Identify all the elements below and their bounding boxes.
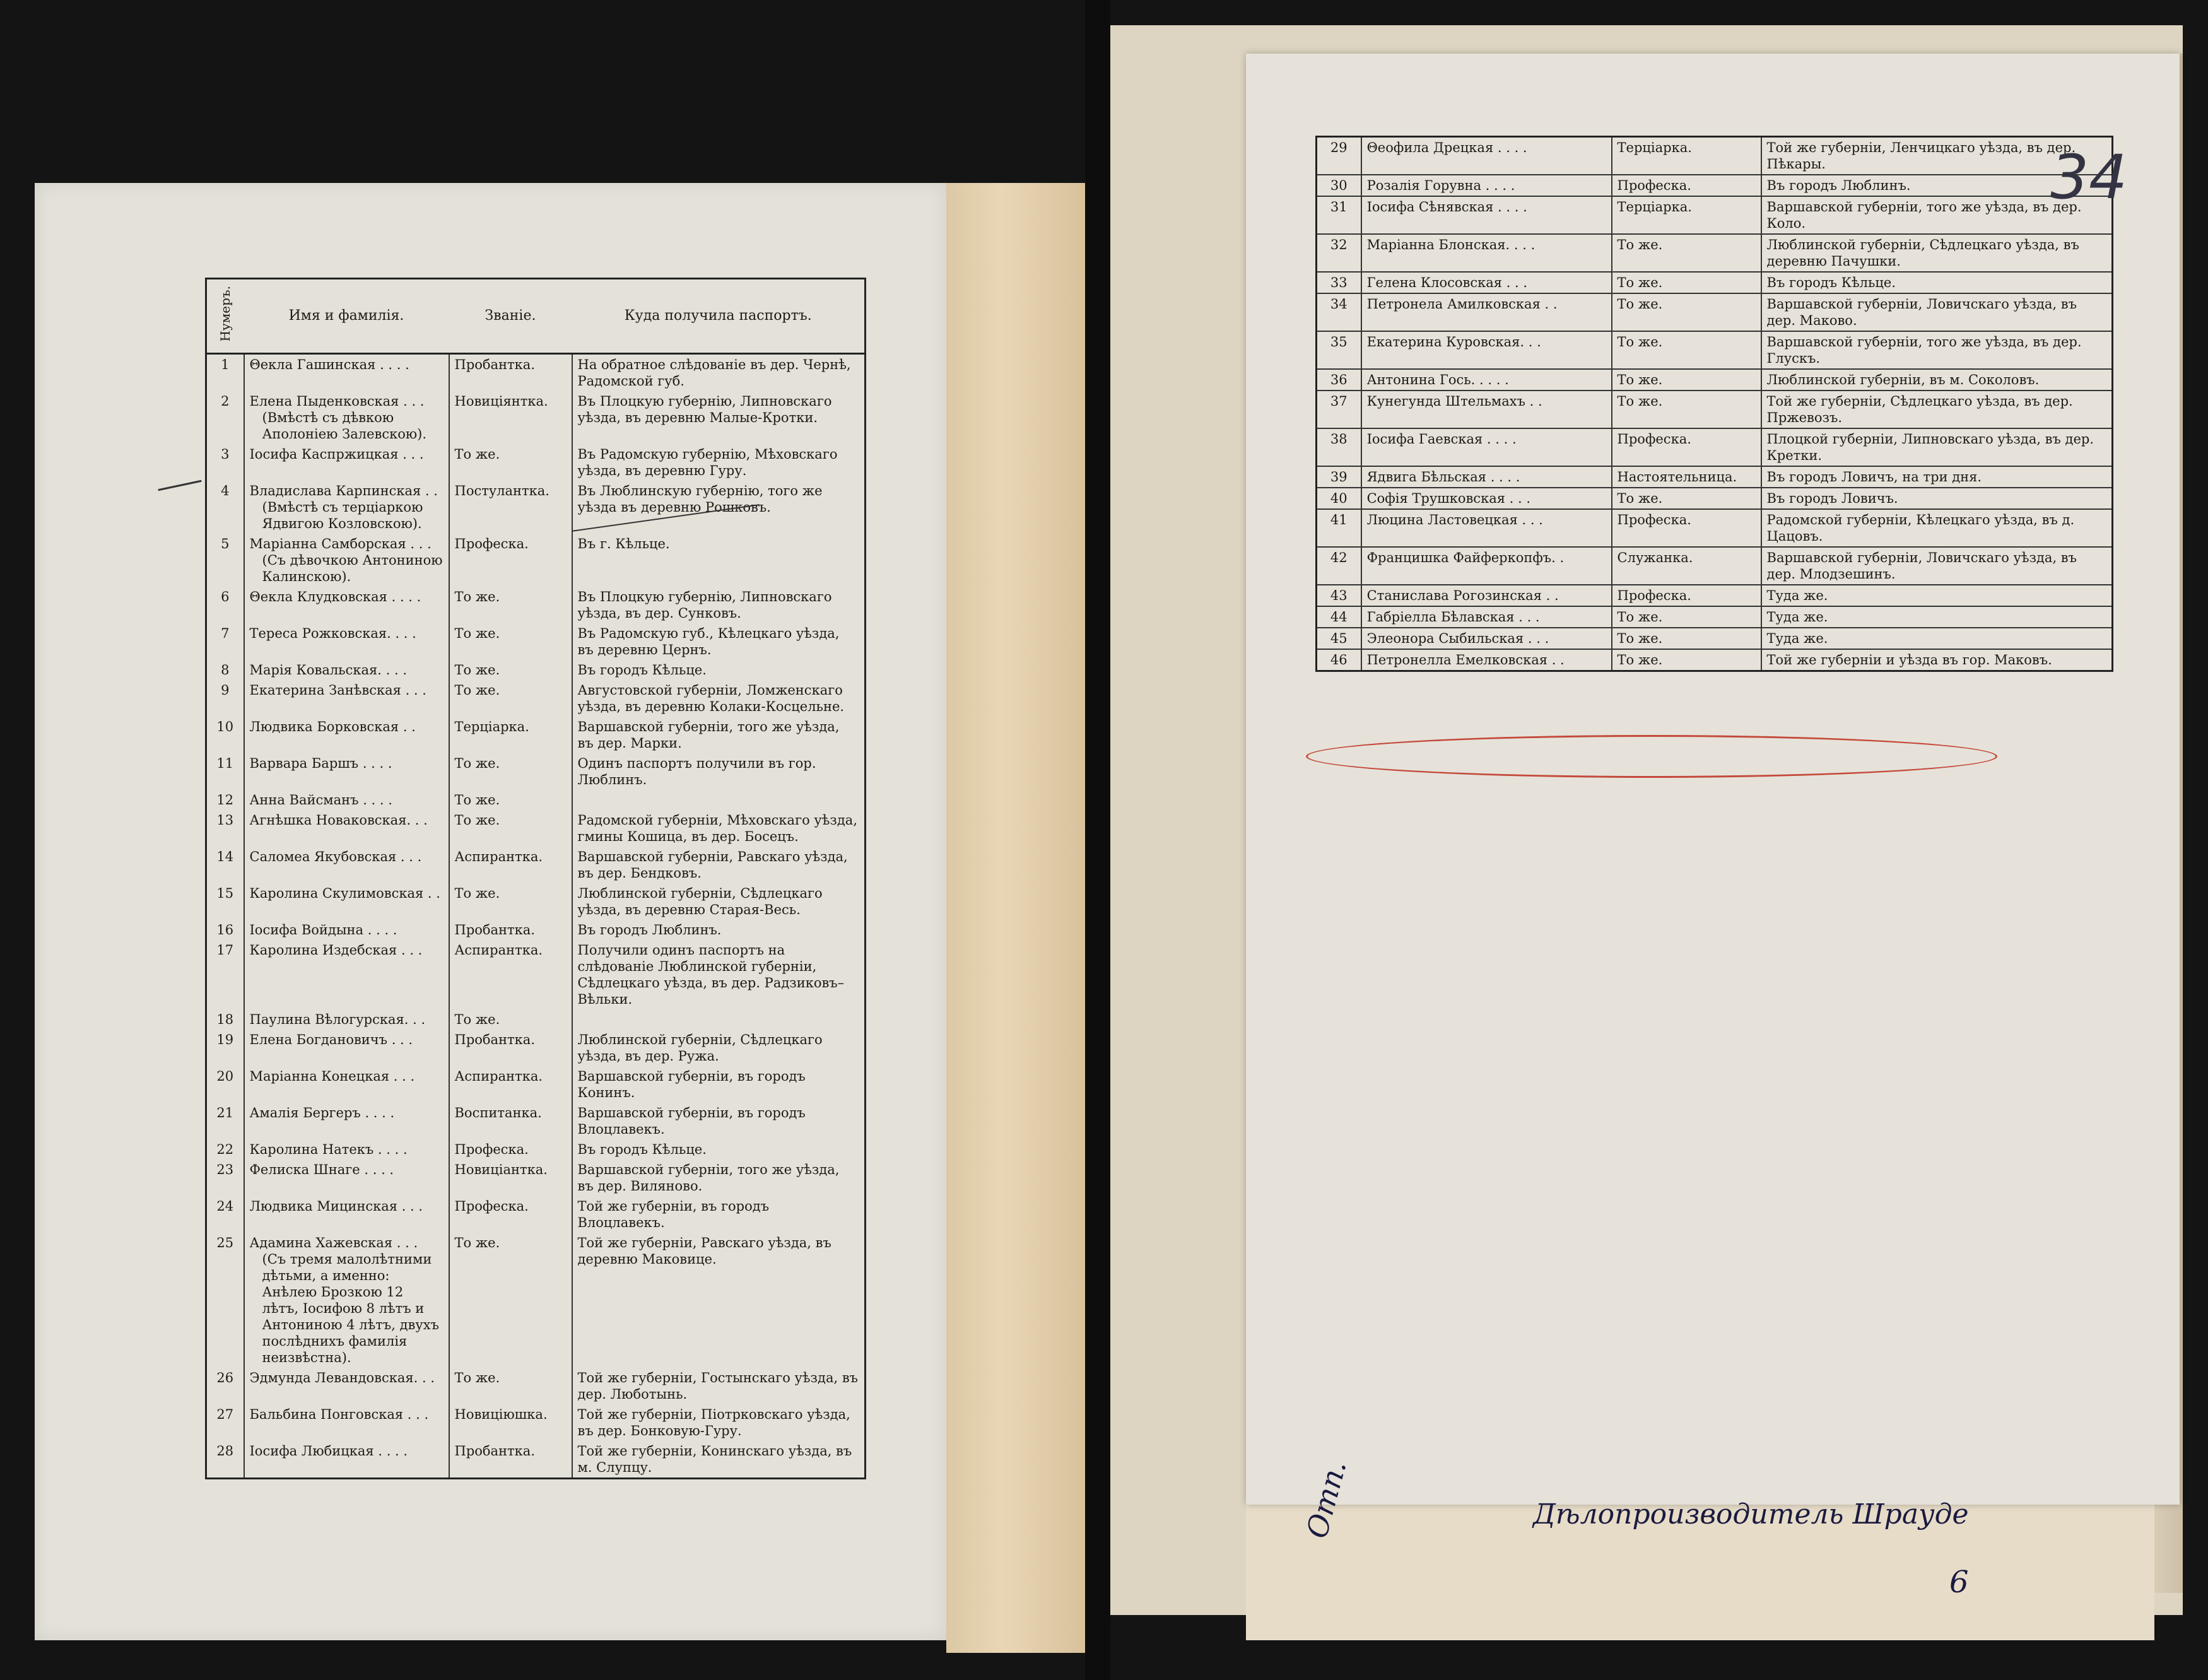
row-name: Петронелла Емелковская . .: [1361, 649, 1612, 671]
table-row: [1317, 509, 2113, 547]
row-name: [244, 444, 449, 481]
row-name: Розалія Горувна . . . .: [1361, 175, 1612, 196]
row-destination: Въ г. Кѣльце.: [572, 534, 866, 587]
row-destination: Туда же.: [1761, 585, 2113, 606]
person-note: (Вмѣстѣ съ дѣвкою Аполоніею Залевскою).: [262, 409, 427, 442]
row-rank: Новиціантка.: [449, 1160, 572, 1196]
person-name: Каролина Натекъ . . . .: [249, 1141, 408, 1157]
row-rank: Пробантка.: [449, 1441, 572, 1479]
row-name: [244, 1139, 449, 1160]
row-number: 28: [206, 1441, 244, 1479]
row-rank: То же.: [449, 587, 572, 623]
row-number: 10: [206, 717, 244, 753]
row-destination: Той же губерніи, Піотрковскаго уѣзда, въ дер. Бонковую-Гуру.: [572, 1404, 866, 1441]
person-name: Каролина Скулимовская . .: [249, 885, 440, 901]
row-rank: Професка.: [449, 534, 572, 587]
row-name: Элеонора Сыбильская . . .: [1361, 628, 1612, 649]
table-row: [206, 623, 866, 660]
row-destination: Варшавской губерніи, Ловичскаго уѣзда, въ дер. Млодзешинъ.: [1761, 547, 2113, 585]
row-name: Станислава Рогозинская . .: [1361, 585, 1612, 606]
header-destination: Куда получила паспортъ.: [572, 279, 866, 354]
row-destination: Въ Плоцкую губернію, Липновскаго уѣзда, въ дер. Сунковъ.: [572, 587, 866, 623]
row-name: [244, 1030, 449, 1066]
table-row: [1317, 175, 2113, 196]
row-name: [244, 623, 449, 660]
row-destination: Въ Радомскую губернію, Мѣховскаго уѣзда, въ деревню Гуру.: [572, 444, 866, 481]
person-name: Бальбина Понговская . . .: [249, 1406, 429, 1422]
row-rank: То же.: [449, 790, 572, 810]
row-name: Екатерина Куровская. . .: [1361, 331, 1612, 369]
row-rank: То же.: [1612, 649, 1761, 671]
row-number: 42: [1317, 547, 1361, 585]
row-destination: [572, 1009, 866, 1030]
table-row: [206, 1103, 866, 1139]
header-number: Нумеръ.: [206, 279, 244, 354]
table-row: [1317, 272, 2113, 293]
table-row: [1317, 196, 2113, 234]
row-destination: Въ городъ Ловичъ.: [1761, 488, 2113, 509]
table-row: [206, 444, 866, 481]
row-destination: Люблинской губерніи, Сѣдлецкаго уѣзда, въ дер. Ружа.: [572, 1030, 866, 1066]
person-name: Владислава Карпинская . .: [249, 483, 438, 498]
handwritten-page-number: 34: [2050, 142, 2128, 213]
row-destination: Туда же.: [1761, 628, 2113, 649]
person-name: Саломеа Якубовская . . .: [249, 849, 422, 864]
table-row: [206, 847, 866, 883]
table-row: [206, 391, 866, 444]
row-number: 45: [1317, 628, 1361, 649]
row-number: 31: [1317, 196, 1361, 234]
table-row: [1317, 331, 2113, 369]
person-name: Паулина Вѣлогурская. . .: [249, 1011, 426, 1027]
header-rank: Званіе.: [449, 279, 572, 354]
row-name: Францишка Файферкопфъ. .: [1361, 547, 1612, 585]
row-name: [244, 1233, 449, 1368]
row-number: 35: [1317, 331, 1361, 369]
person-name: Елена Пыденковская . . .: [249, 393, 425, 409]
table-row: [206, 1441, 866, 1479]
person-note: (Вмѣстѣ съ терціаркою Ядвигою Козловскою).: [262, 499, 423, 531]
row-number: 37: [1317, 391, 1361, 428]
row-number: 44: [1317, 606, 1361, 628]
row-name: [244, 534, 449, 587]
row-destination: Въ Люблинскую губернію, того же уѣзда въ деревню Рошковъ.: [572, 481, 866, 534]
row-name: [244, 1404, 449, 1441]
table-row: [206, 883, 866, 920]
row-number: 9: [206, 680, 244, 717]
table-row: [206, 1066, 866, 1103]
row-number: 6: [206, 587, 244, 623]
row-number: 11: [206, 753, 244, 790]
row-destination: Въ городъ Кѣльце.: [572, 660, 866, 680]
row-rank: Служанка.: [1612, 547, 1761, 585]
row-rank: Новиціюшка.: [449, 1404, 572, 1441]
table-row: [1317, 234, 2113, 272]
row-number: 5: [206, 534, 244, 587]
person-name: Эдмунда Левандовская. . .: [249, 1370, 435, 1385]
table-row: [206, 1160, 866, 1196]
person-name: Агнѣшка Новаковская. . .: [249, 812, 428, 828]
row-destination: Варшавской губерніи, Равскаго уѣзда, въ дер. Бендковъ.: [572, 847, 866, 883]
row-name: [244, 1160, 449, 1196]
row-rank: То же.: [449, 1233, 572, 1368]
row-number: 3: [206, 444, 244, 481]
table-row: [1317, 369, 2113, 391]
left-register-table: [205, 278, 866, 1479]
row-rank: То же.: [449, 623, 572, 660]
handwritten-margin-note: Отп.: [1300, 1456, 1353, 1542]
row-destination: Въ Плоцкую губернію, Липновскаго уѣзда, въ деревню Малые-Кротки.: [572, 391, 866, 444]
row-number: 34: [1317, 293, 1361, 331]
row-rank: То же.: [449, 810, 572, 847]
fold-strip: [946, 183, 1085, 1653]
row-destination: Варшавской губерніи, въ городъ Влоцлавекъ.: [572, 1103, 866, 1139]
header-name: Имя и фамилія.: [244, 279, 449, 354]
row-rank: Професка.: [449, 1139, 572, 1160]
row-rank: То же.: [449, 883, 572, 920]
table-row: [1317, 628, 2113, 649]
row-name: [244, 753, 449, 790]
person-name: Адамина Хажевская . . .: [249, 1235, 418, 1250]
row-number: 4: [206, 481, 244, 534]
person-name: Іосифа Любицкая . . . .: [249, 1443, 408, 1459]
row-rank: Аспирантка.: [449, 940, 572, 1009]
row-name: [244, 883, 449, 920]
row-destination: Люблинской губерніи, Сѣдлецкаго уѣзда, въ деревню Пачушки.: [1761, 234, 2113, 272]
row-destination: Въ городъ Кѣльце.: [572, 1139, 866, 1160]
row-number: 20: [206, 1066, 244, 1103]
row-rank: Професка.: [449, 1196, 572, 1233]
table-row: [206, 1404, 866, 1441]
row-number: 14: [206, 847, 244, 883]
row-name: [244, 587, 449, 623]
row-rank: То же.: [1612, 488, 1761, 509]
row-name: [244, 1066, 449, 1103]
row-rank: То же.: [1612, 331, 1761, 369]
row-number: 18: [206, 1009, 244, 1030]
row-name: [244, 940, 449, 1009]
table-row: [1317, 137, 2113, 175]
person-name: Каролина Издебская . . .: [249, 942, 423, 958]
row-name: Петронела Амилковская . .: [1361, 293, 1612, 331]
row-name: Антонина Гось. . . . .: [1361, 369, 1612, 391]
row-destination: Радомской губерніи, Мѣховскаго уѣзда, гмины Кошица, въ дер. Босецъ.: [572, 810, 866, 847]
table-row: [206, 920, 866, 940]
row-destination: Люблинской губерніи, Сѣдлецкаго уѣзда, въ деревню Старая-Весь.: [572, 883, 866, 920]
row-number: 38: [1317, 428, 1361, 466]
row-name: Люцина Ластовецкая . . .: [1361, 509, 1612, 547]
row-number: 15: [206, 883, 244, 920]
person-name: Людвика Борковская . .: [249, 719, 416, 734]
person-name: Марія Ковальская. . . .: [249, 662, 407, 678]
row-number: 27: [206, 1404, 244, 1441]
table-row: [206, 940, 866, 1009]
row-rank: То же.: [1612, 369, 1761, 391]
row-number: 32: [1317, 234, 1361, 272]
row-rank: Професка.: [1612, 509, 1761, 547]
row-rank: То же.: [449, 660, 572, 680]
row-rank: То же.: [1612, 272, 1761, 293]
person-name: Маріанна Самборская . . .: [249, 536, 432, 551]
table-row: [1317, 428, 2113, 466]
row-number: 7: [206, 623, 244, 660]
table-row: [206, 717, 866, 753]
row-number: 13: [206, 810, 244, 847]
row-number: 23: [206, 1160, 244, 1196]
row-name: Ядвига Бѣльская . . . .: [1361, 466, 1612, 488]
row-number: 1: [206, 353, 244, 391]
row-destination: Той же губерніи, въ городъ Влоцлавекъ.: [572, 1196, 866, 1233]
row-rank: Пробантка.: [449, 1030, 572, 1066]
row-number: 41: [1317, 509, 1361, 547]
row-number: 29: [1317, 137, 1361, 175]
person-name: Іосифа Войдына . . . .: [249, 922, 397, 937]
person-name: Варвара Баршъ . . . .: [249, 755, 392, 771]
table-row: [206, 1233, 866, 1368]
row-name: Θеофила Дрецкая . . . .: [1361, 137, 1612, 175]
row-number: 33: [1317, 272, 1361, 293]
row-number: 43: [1317, 585, 1361, 606]
row-rank: Терціарка.: [449, 717, 572, 753]
row-rank: Терціарка.: [1612, 137, 1761, 175]
table-row: [1317, 293, 2113, 331]
row-destination: [572, 790, 866, 810]
handwritten-signature: Дѣлопроизводитель Шрауде: [1533, 1498, 1969, 1530]
table-row: [206, 353, 866, 391]
person-name: Θекла Клудковская . . . .: [249, 589, 421, 604]
row-destination: Въ городъ Люблинъ.: [572, 920, 866, 940]
row-rank: Пробантка.: [449, 353, 572, 391]
row-destination: Одинъ паспортъ получили въ гор. Люблинъ.: [572, 753, 866, 790]
row-rank: Професка.: [1612, 175, 1761, 196]
row-destination: Варшавской губерніи, того же уѣзда, въ дер. Марки.: [572, 717, 866, 753]
row-name: [244, 920, 449, 940]
table-row: [1317, 488, 2113, 509]
row-destination: Той же губерніи, Ленчицкаго уѣзда, въ дер. Пѣкары.: [1761, 137, 2113, 175]
row-destination: Плоцкой губерніи, Липновскаго уѣзда, въ дер. Кретки.: [1761, 428, 2113, 466]
row-name: Кунегунда Штельмахъ . .: [1361, 391, 1612, 428]
row-name: [244, 680, 449, 717]
row-rank: Воспитанка.: [449, 1103, 572, 1139]
table-row: [206, 1196, 866, 1233]
row-name: [244, 1441, 449, 1479]
row-name: [244, 391, 449, 444]
row-destination: Туда же.: [1761, 606, 2113, 628]
person-name: Амалія Бергеръ . . . .: [249, 1105, 395, 1120]
row-name: [244, 1103, 449, 1139]
row-name: [244, 660, 449, 680]
book-spine: [1085, 0, 1110, 1680]
person-name: Фелиска Шнаге . . . .: [249, 1161, 394, 1177]
row-name: [244, 717, 449, 753]
row-rank: Новиціянтка.: [449, 391, 572, 444]
row-destination: Люблинской губерніи, въ м. Соколовъ.: [1761, 369, 2113, 391]
row-destination: Варшавской губерніи, въ городъ Конинъ.: [572, 1066, 866, 1103]
person-name: Анна Вайсманъ . . . .: [249, 792, 392, 808]
person-name: Θекла Гашинская . . . .: [249, 356, 409, 372]
row-number: 39: [1317, 466, 1361, 488]
row-rank: Аспирантка.: [449, 1066, 572, 1103]
table-row: [206, 587, 866, 623]
table-row: [206, 660, 866, 680]
row-rank: Настоятельница.: [1612, 466, 1761, 488]
row-rank: То же.: [1612, 391, 1761, 428]
person-note: (Съ тремя малолѣтними дѣтьми, а именно: Анѣлею Брозкою 12 лѣтъ, Іосифою 8 лѣтъ и Антониною 4 лѣтъ, двухъ послѣднихъ фамилія неизвѣстна).: [262, 1251, 439, 1365]
row-rank: То же.: [1612, 606, 1761, 628]
person-name: Маріанна Конецкая . . .: [249, 1068, 415, 1084]
person-name: Елена Богдановичъ . . .: [249, 1031, 413, 1047]
row-rank: То же.: [449, 753, 572, 790]
table-row: [1317, 466, 2113, 488]
row-destination: Августовской губерніи, Ломженскаго уѣзда, въ деревню Колаки-Косцельне.: [572, 680, 866, 717]
row-destination: Той же губерніи, Конинскаго уѣзда, въ м. Слупцу.: [572, 1441, 866, 1479]
row-destination: Въ городъ Ловичъ, на три дня.: [1761, 466, 2113, 488]
table-row: [206, 1009, 866, 1030]
row-rank: То же.: [449, 444, 572, 481]
row-number: 25: [206, 1233, 244, 1368]
row-number: 17: [206, 940, 244, 1009]
row-rank: То же.: [1612, 293, 1761, 331]
row-name: Софія Трушковская . . .: [1361, 488, 1612, 509]
table-row: [206, 1368, 866, 1404]
row-rank: Професка.: [1612, 585, 1761, 606]
row-name: [244, 790, 449, 810]
row-destination: На обратное слѣдованіе въ дер. Чернѣ, Радомской губ.: [572, 353, 866, 391]
row-rank: Пробантка.: [449, 920, 572, 940]
row-destination: Той же губерніи, Гостынскаго уѣзда, въ дер. Люботынь.: [572, 1368, 866, 1404]
row-number: 40: [1317, 488, 1361, 509]
row-rank: Терціарка.: [1612, 196, 1761, 234]
row-number: 19: [206, 1030, 244, 1066]
table-row: [1317, 547, 2113, 585]
row-number: 26: [206, 1368, 244, 1404]
row-rank: То же.: [1612, 628, 1761, 649]
row-name: [244, 1368, 449, 1404]
table-row: [206, 680, 866, 717]
row-number: 24: [206, 1196, 244, 1233]
left-table-header: [206, 279, 866, 354]
table-row: [206, 790, 866, 810]
row-destination: Варшавской губерніи, того же уѣзда, въ дер. Виляново.: [572, 1160, 866, 1196]
row-name: [244, 810, 449, 847]
row-number: 2: [206, 391, 244, 444]
row-rank: Аспирантка.: [449, 847, 572, 883]
row-name: [244, 847, 449, 883]
row-destination: Въ городъ Кѣльце.: [1761, 272, 2113, 293]
row-rank: Професка.: [1612, 428, 1761, 466]
row-destination: Въ городъ Люблинъ.: [1761, 175, 2113, 196]
row-destination: Радомской губерніи, Кѣлецкаго уѣзда, въ д. Цацовъ.: [1761, 509, 2113, 547]
row-number: 46: [1317, 649, 1361, 671]
row-rank: То же.: [1612, 234, 1761, 272]
table-row: [1317, 391, 2113, 428]
person-name: Тереса Рожковская. . . .: [249, 625, 416, 641]
row-destination: Варшавской губерніи, того же уѣзда, въ дер. Глускъ.: [1761, 331, 2113, 369]
red-pencil-circle: [1306, 735, 1997, 778]
row-number: 21: [206, 1103, 244, 1139]
row-name: Маріанна Блонская. . . .: [1361, 234, 1612, 272]
row-rank: То же.: [449, 1368, 572, 1404]
row-name: [244, 481, 449, 534]
person-note: (Съ дѣвочкою Антониною Калинскою).: [262, 552, 443, 584]
table-row: [206, 481, 866, 534]
row-destination: Получили одинъ паспортъ на слѣдованіе Люблинской губерніи, Сѣдлецкаго уѣзда, въ дер. Радзиковъ–Вѣльки.: [572, 940, 866, 1009]
table-row: [206, 1030, 866, 1066]
row-rank: То же.: [449, 680, 572, 717]
row-destination: Той же губерніи, Равскаго уѣзда, въ деревню Маковице.: [572, 1233, 866, 1368]
handwritten-digit: 6: [1949, 1565, 1969, 1600]
row-number: 12: [206, 790, 244, 810]
right-register-table: [1315, 136, 2113, 672]
row-number: 8: [206, 660, 244, 680]
row-rank: Постулантка.: [449, 481, 572, 534]
row-destination: Варшавской губерніи, Ловичскаго уѣзда, въ дер. Маково.: [1761, 293, 2113, 331]
row-number: 30: [1317, 175, 1361, 196]
row-destination: Въ Радомскую губ., Кѣлецкаго уѣзда, въ деревню Цернъ.: [572, 623, 866, 660]
row-name: Гелена Клосовская . . .: [1361, 272, 1612, 293]
row-destination: Той же губерніи, Сѣдлецкаго уѣзда, въ дер. Пржевозъ.: [1761, 391, 2113, 428]
row-name: Габріелла Бѣлавская . . .: [1361, 606, 1612, 628]
row-destination: Той же губерніи и уѣзда въ гор. Маковъ.: [1761, 649, 2113, 671]
row-number: 22: [206, 1139, 244, 1160]
person-name: Людвика Мицинская . . .: [249, 1198, 423, 1214]
table-row: [1317, 606, 2113, 628]
table-row: [206, 753, 866, 790]
row-number: 16: [206, 920, 244, 940]
table-row: [1317, 649, 2113, 671]
table-row: [206, 534, 866, 587]
table-row: [206, 810, 866, 847]
table-row: [206, 1139, 866, 1160]
row-name: [244, 1196, 449, 1233]
person-name: Екатерина Занѣвская . . .: [249, 682, 426, 698]
row-name: [244, 1009, 449, 1030]
row-destination: Варшавской губерніи, того же уѣзда, въ дер. Коло.: [1761, 196, 2113, 234]
row-name: [244, 353, 449, 391]
row-rank: То же.: [449, 1009, 572, 1030]
row-number: 36: [1317, 369, 1361, 391]
row-name: Іосифа Сѣнявская . . . .: [1361, 196, 1612, 234]
person-name: Іосифа Каспржицкая . . .: [249, 446, 424, 462]
table-row: [1317, 585, 2113, 606]
row-name: Іосифа Гаевская . . . .: [1361, 428, 1612, 466]
